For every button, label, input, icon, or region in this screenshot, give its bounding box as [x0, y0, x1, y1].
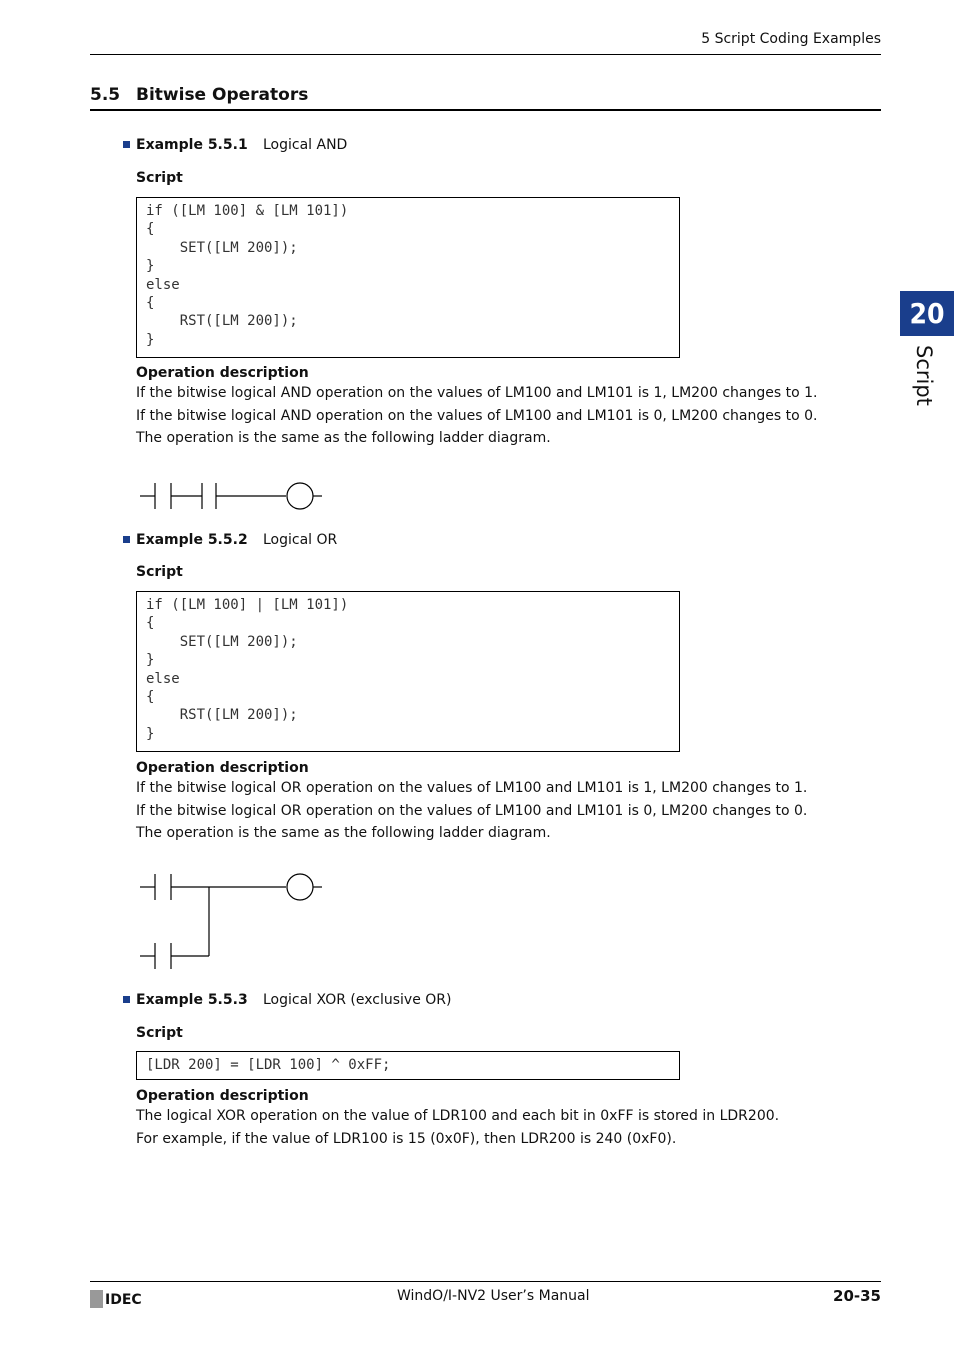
example-number: Example 5.5.2 [136, 532, 248, 548]
section-title [90, 85, 308, 105]
ladder-diagram-and [140, 480, 330, 512]
code-text: if ([LM 100] & [LM 101]) { SET([LM 200]); } else { RST([LM 200]); } [146, 203, 349, 348]
section-heading: Bitwise Operators [136, 85, 309, 105]
example-number: Example 5.5.1 [136, 137, 248, 153]
operation-description [136, 382, 817, 450]
coil-icon [287, 874, 313, 900]
header-rule [90, 54, 881, 55]
description-line: The operation is the same as the following ladder diagram. [136, 430, 551, 446]
example-title: Logical XOR (exclusive OR) [263, 992, 452, 1008]
description-line: For example, if the value of LDR100 is 15 (0x0F), then LDR200 is 240 (0xF0). [136, 1130, 677, 1147]
logo-block [90, 1290, 103, 1308]
running-header: 5 Script Coding Examples [701, 31, 881, 47]
description-line: If the bitwise logical OR operation on the values of LM100 and LM101 is 1, LM200 changes to 1. [136, 780, 808, 796]
example-title: Logical OR [263, 532, 338, 548]
code-box [136, 1051, 680, 1080]
coil-icon [287, 483, 313, 509]
description-line: The operation is the same as the following ladder diagram. [136, 825, 551, 841]
example-heading [123, 137, 347, 153]
chapter-label: Script [912, 345, 936, 406]
description-line: The logical XOR operation on the value of LDR100 and each bit in 0xFF is stored in LDR200. [136, 1108, 780, 1124]
operation-label: Operation description [136, 760, 309, 776]
example-title: Logical AND [263, 137, 348, 153]
example-heading [123, 532, 337, 548]
square-bullet-icon [123, 141, 130, 148]
footer-rule [90, 1281, 881, 1282]
logo-text: IDEC [105, 1292, 142, 1308]
description-line: If the bitwise logical AND operation on the values of LM100 and LM101 is 1, LM200 changes to 1. [136, 385, 818, 401]
operation-label: Operation description [136, 365, 309, 381]
operation-label: Operation description [136, 1088, 309, 1104]
script-label: Script [136, 564, 183, 580]
operation-description [136, 1105, 779, 1150]
script-label: Script [136, 1025, 183, 1041]
operation-description [136, 777, 807, 845]
description-line: If the bitwise logical AND operation on the values of LM100 and LM101 is 0, LM200 changes to 0. [136, 407, 818, 424]
square-bullet-icon [123, 536, 130, 543]
example-heading [123, 992, 451, 1008]
section-rule [90, 109, 881, 111]
description-line: If the bitwise logical OR operation on the values of LM100 and LM101 is 0, LM200 changes to 0. [136, 802, 808, 819]
page-number: 20-35 [833, 1287, 881, 1305]
code-text: if ([LM 100] | [LM 101]) { SET([LM 200]); } else { RST([LM 200]); } [146, 597, 349, 742]
section-number: 5.5 [90, 85, 121, 105]
script-label: Script [136, 170, 183, 186]
code-box [136, 591, 680, 752]
code-text: [LDR 200] = [LDR 100] ^ 0xFF; [146, 1057, 391, 1073]
chapter-tab: 20 [900, 291, 954, 336]
square-bullet-icon [123, 996, 130, 1003]
idec-logo [90, 1289, 148, 1309]
footer-manual-title: WindO/I-NV2 User’s Manual [397, 1288, 590, 1304]
example-number: Example 5.5.3 [136, 992, 248, 1008]
code-box [136, 197, 680, 358]
ladder-diagram-or [140, 871, 330, 973]
